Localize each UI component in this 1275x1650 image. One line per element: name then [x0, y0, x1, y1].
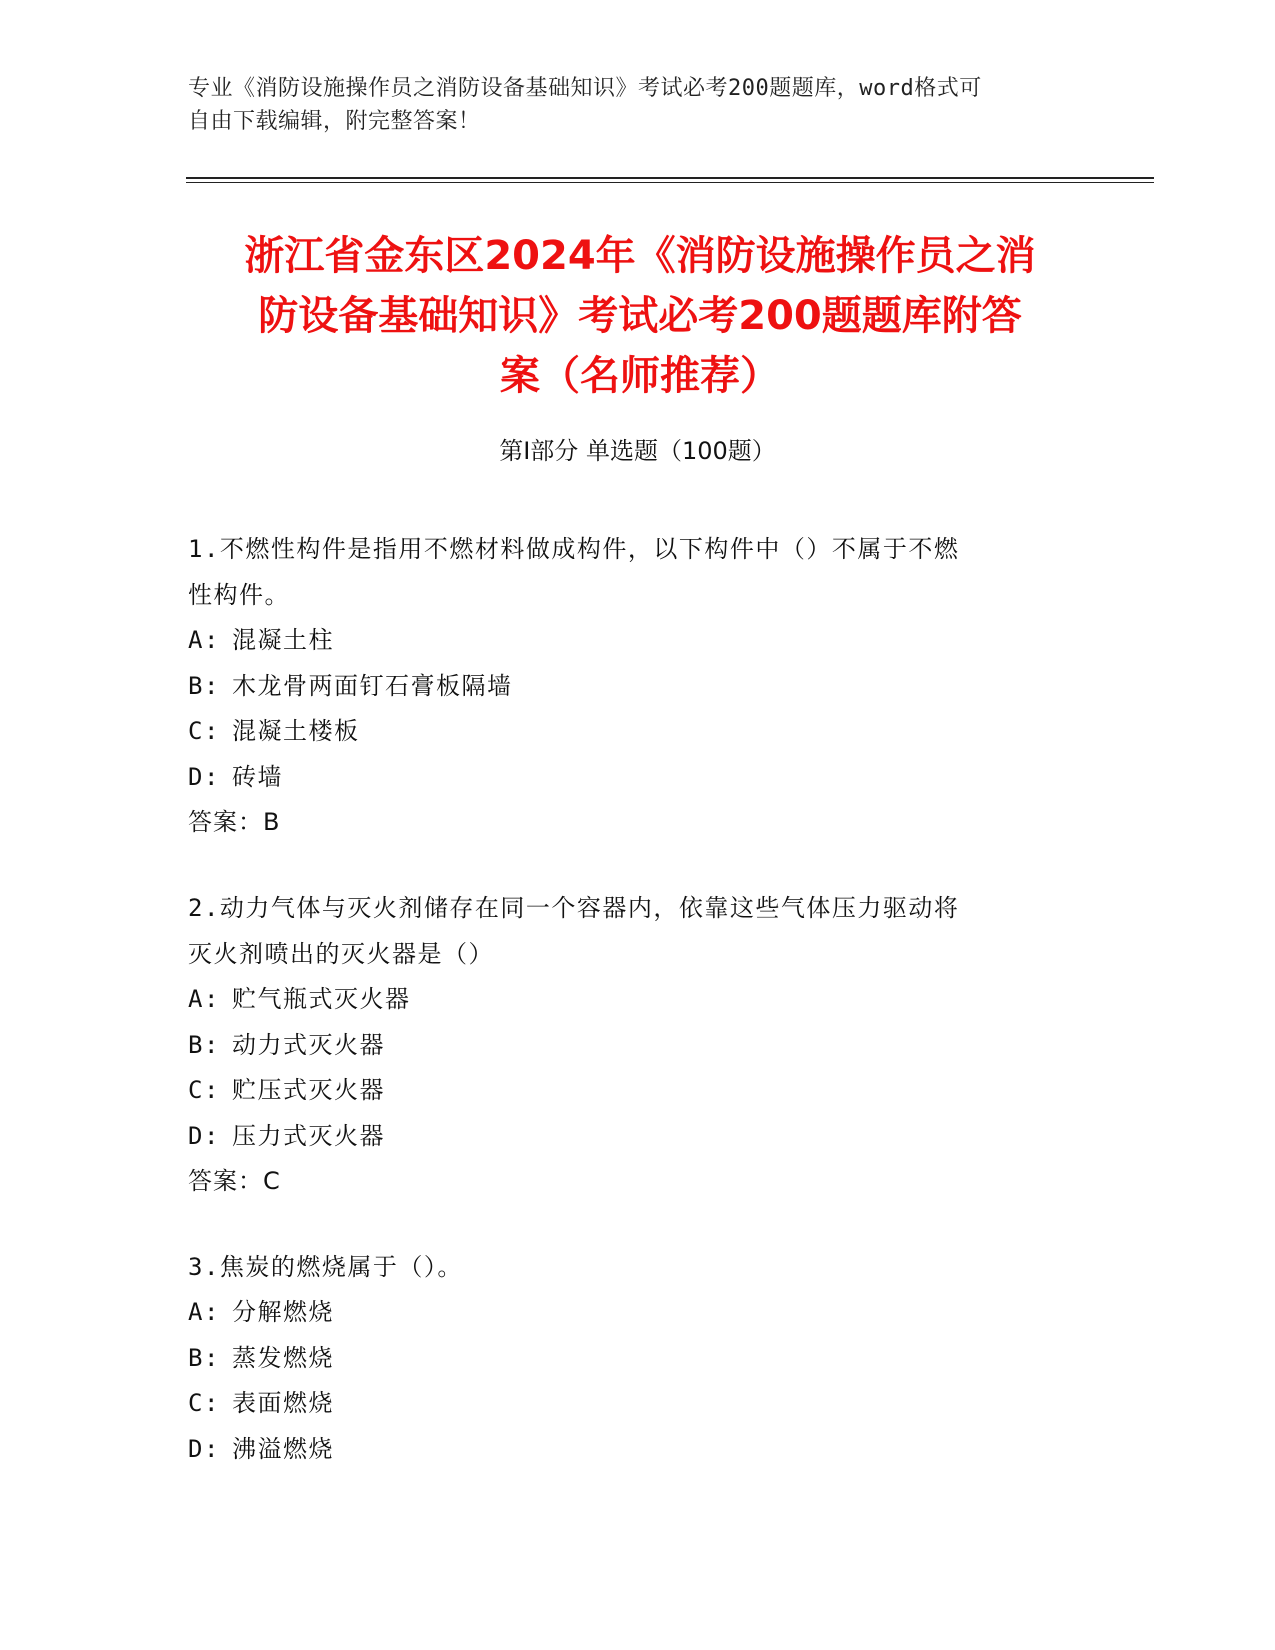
- option-letter: B:: [188, 1030, 220, 1059]
- option-b: [188, 1336, 1068, 1382]
- option-a: [188, 1290, 1068, 1336]
- option-a: [188, 977, 1068, 1023]
- option-text: 混凝土柱: [232, 626, 334, 654]
- option-text: 贮压式灭火器: [232, 1076, 385, 1104]
- option-letter: D:: [188, 1434, 220, 1463]
- option-c: [188, 1068, 1068, 1114]
- option-d: [188, 755, 1068, 801]
- question-stem-line-2: 灭火剂喷出的灭火器是（）: [188, 940, 494, 968]
- option-letter: C:: [188, 717, 220, 745]
- answer-line: 答案：B: [188, 808, 281, 836]
- option-text: 压力式灭火器: [232, 1121, 385, 1150]
- option-b: [188, 1023, 1068, 1069]
- document-title-line-1: 浙江省金东区2024年《消防设施操作员之消: [244, 233, 1036, 279]
- option-c: [188, 709, 1068, 755]
- question-stem: [188, 1244, 1068, 1290]
- header-divider-thick: [186, 177, 1154, 179]
- header-divider-thin: [186, 182, 1154, 183]
- question-stem-line-1: 2.动力气体与灭火剂储存在同一个容器内，依靠这些气体压力驱动将: [188, 894, 960, 922]
- option-letter: D:: [188, 1121, 220, 1150]
- option-text: 蒸发燃烧: [232, 1343, 334, 1372]
- option-d: [188, 1427, 1068, 1473]
- document-title-line-2: 防设备基础知识》考试必考200题题库附答: [258, 293, 1022, 339]
- option-text: 动力式灭火器: [232, 1030, 385, 1059]
- option-text: 混凝土楼板: [232, 717, 360, 745]
- option-letter: A:: [188, 1298, 220, 1326]
- option-letter: C:: [188, 1389, 220, 1417]
- option-b: [188, 664, 1068, 710]
- option-text: 木龙骨两面钉石膏板隔墙: [232, 671, 513, 700]
- option-c: [188, 1381, 1068, 1427]
- question-stem: [188, 526, 1068, 618]
- question-stem-line-2: 性构件。: [188, 581, 290, 609]
- section-title: 第Ⅰ部分 单选题（100题）: [499, 437, 776, 465]
- option-d: [188, 1114, 1068, 1160]
- option-text: 贮气瓶式灭火器: [232, 985, 411, 1013]
- answer-line: 答案：C: [188, 1167, 281, 1195]
- document-title-line-3: 案（名师推荐）: [500, 353, 780, 399]
- option-letter: C:: [188, 1076, 220, 1104]
- question-stem-line-1: 3.焦炭的燃烧属于（）。: [188, 1253, 463, 1281]
- option-text: 分解燃烧: [232, 1298, 334, 1326]
- document-title: [180, 226, 1100, 406]
- option-letter: B:: [188, 671, 220, 700]
- header-note-line-2: 自由下载编辑，附完整答案！: [188, 109, 481, 134]
- question-stem: [188, 885, 1068, 977]
- question-3: [188, 1244, 1068, 1472]
- option-letter: A:: [188, 626, 220, 654]
- option-text: 表面燃烧: [232, 1389, 334, 1417]
- option-letter: B:: [188, 1343, 220, 1372]
- header-note-line-1: 专业《消防设施操作员之消防设备基础知识》考试必考200题题库，word格式可: [188, 76, 982, 101]
- option-letter: D:: [188, 762, 220, 791]
- option-text: 砖墙: [232, 762, 283, 791]
- question-1: [188, 526, 1068, 845]
- option-text: 沸溢燃烧: [232, 1434, 334, 1463]
- option-letter: A:: [188, 985, 220, 1013]
- header-note: [188, 72, 1068, 138]
- question-2: [188, 885, 1068, 1204]
- question-list: [188, 526, 1068, 1512]
- question-stem-line-1: 1.不燃性构件是指用不燃材料做成构件，以下构件中（）不属于不燃: [188, 535, 960, 563]
- option-a: [188, 618, 1068, 664]
